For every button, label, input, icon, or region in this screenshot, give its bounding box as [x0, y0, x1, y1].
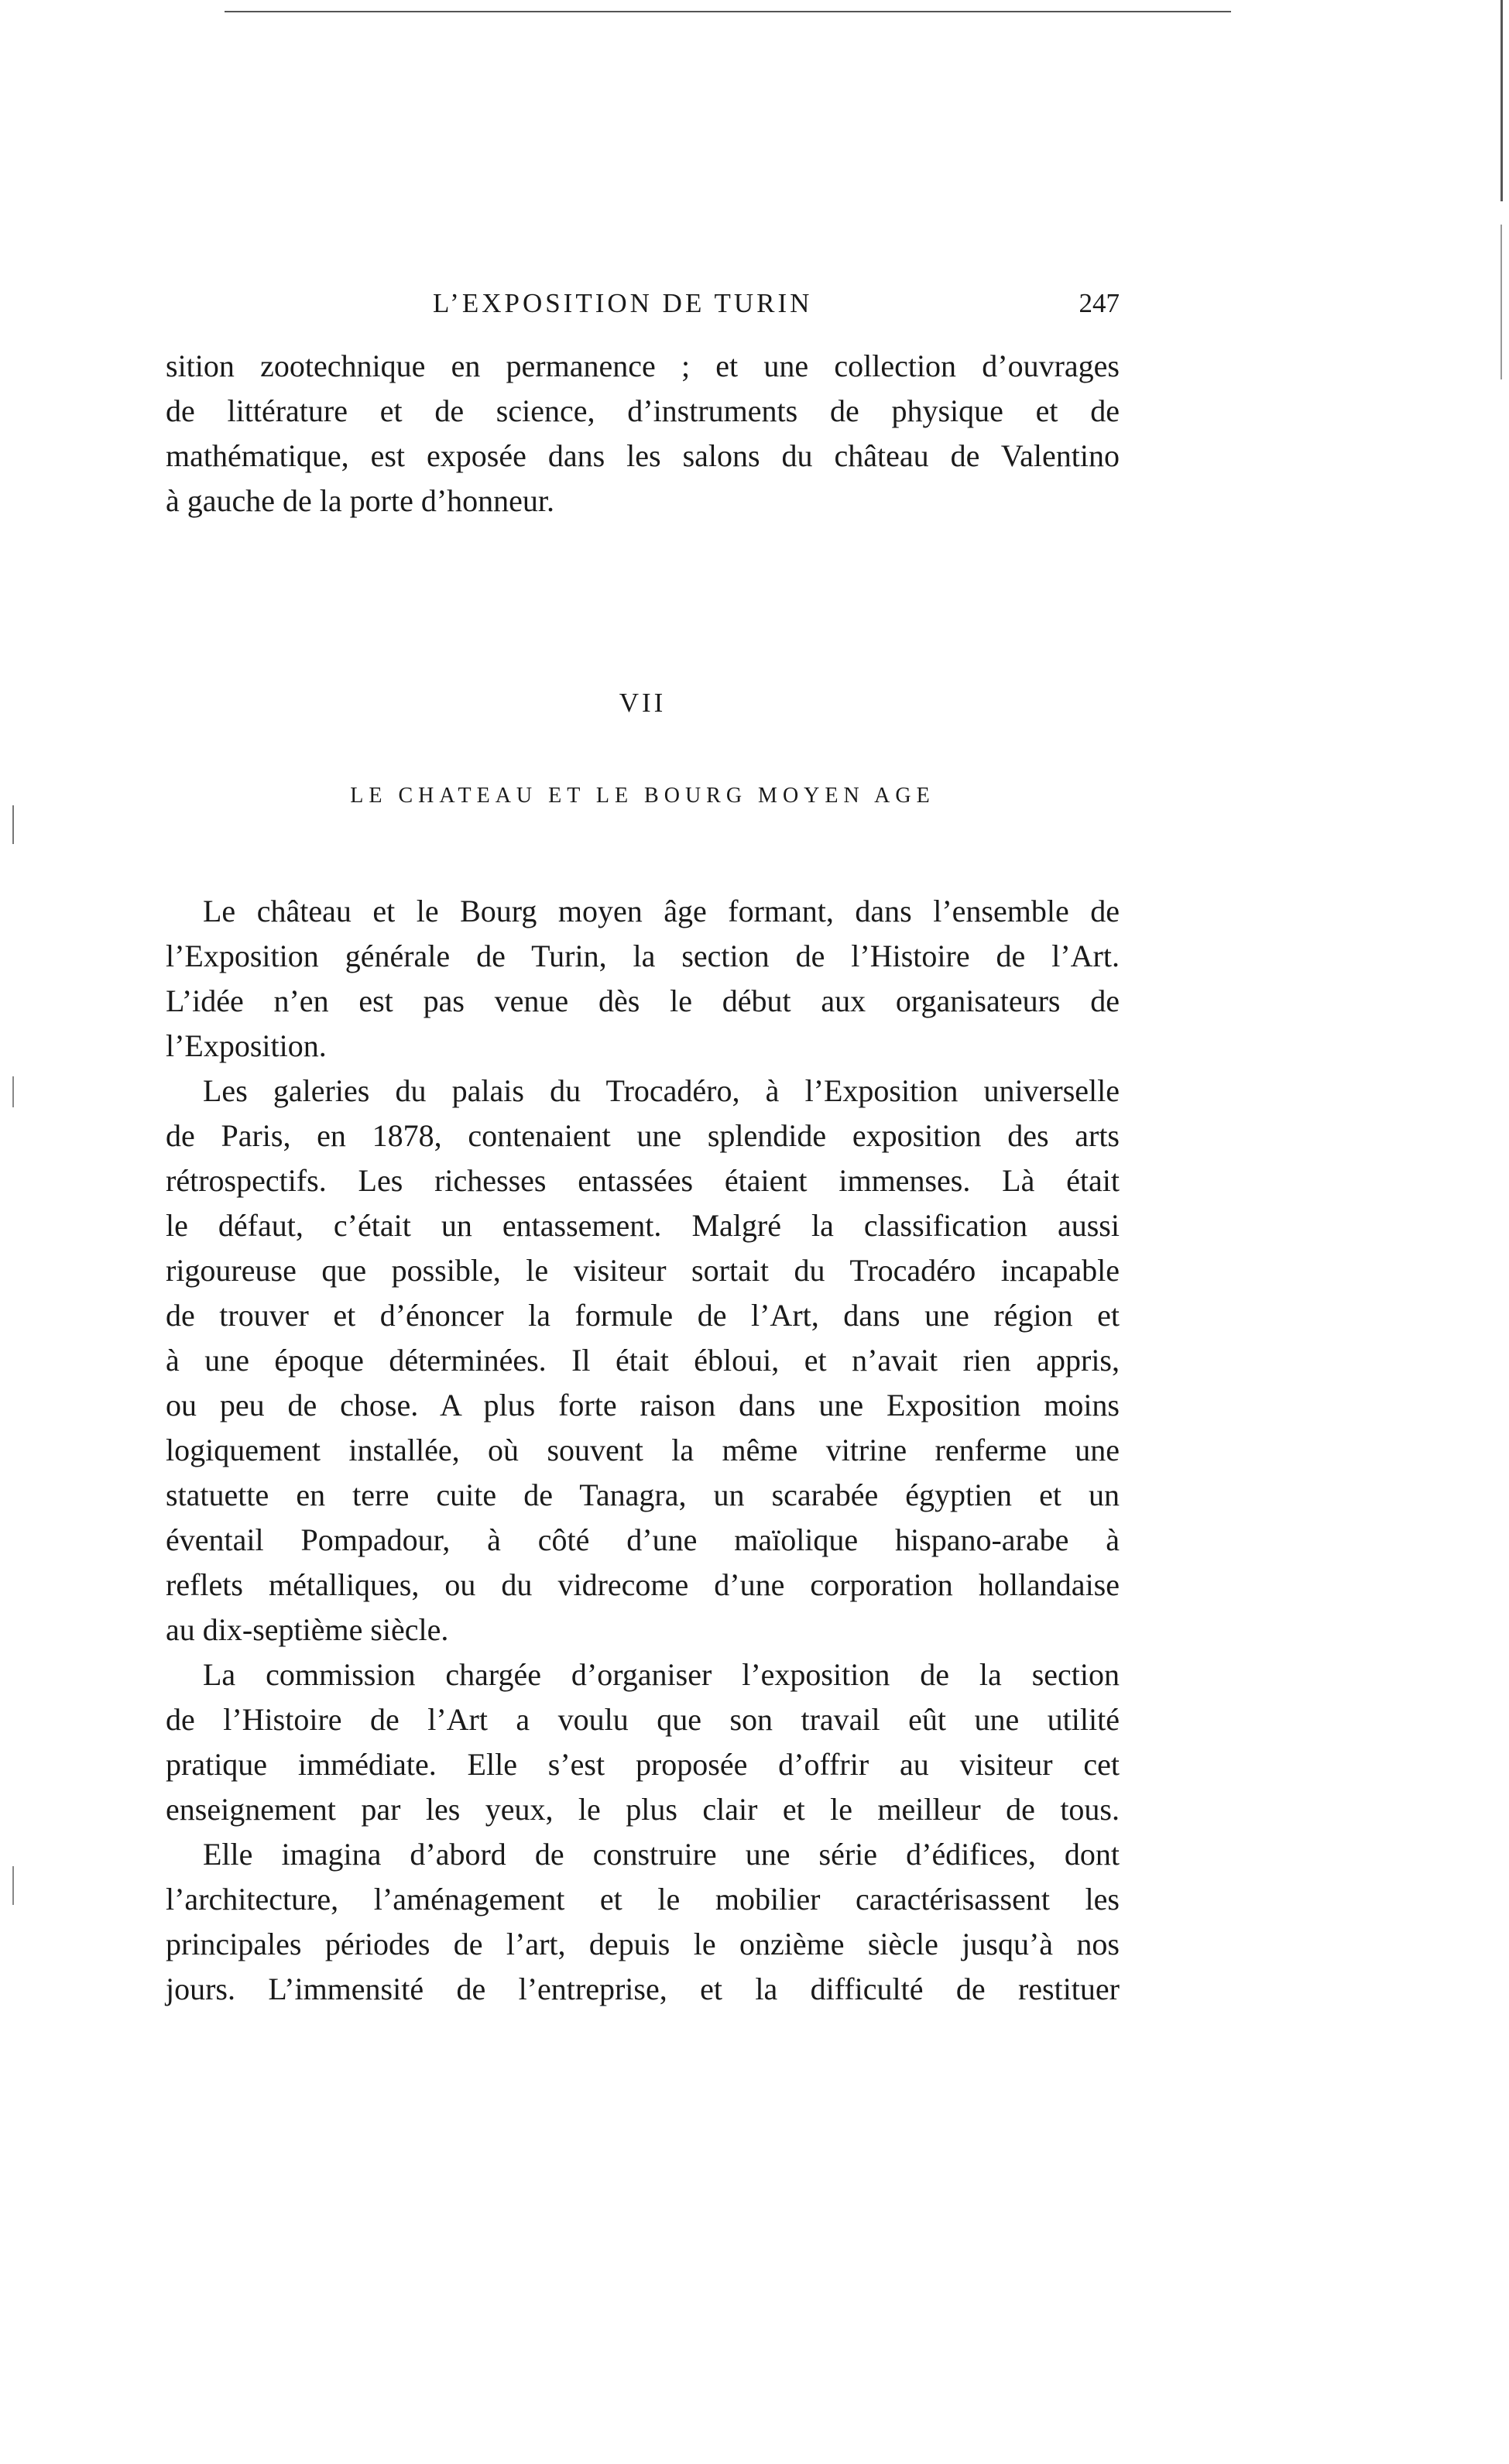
text-line: Les galeries du palais du Trocadéro, à l’Exposition universelle [203, 1073, 1120, 1108]
text-line: enseignement par les yeux, le plus clair et le meilleur de tous. [166, 1792, 1120, 1827]
text-line: Elle imagina d’abord de construire une série d’édifices, dont [203, 1837, 1120, 1872]
text-line: L’idée n’en est pas venue dès le début aux organisateurs de [166, 983, 1120, 1018]
text-line: de l’Histoire de l’Art a voulu que son travail eût une utilité [166, 1702, 1120, 1737]
text-line: sition zootechnique en permanence ; et une collection d’ouvrages [166, 348, 1120, 383]
text-line: Le château et le Bourg moyen âge formant, dans l’ensemble de [203, 894, 1120, 928]
body-text [166, 889, 1120, 2012]
scan-edge-mark-left-1 [12, 805, 14, 844]
text-line: éventail Pompadour, à côté d’une maïolique hispano-arabe à [166, 1522, 1120, 1557]
text-line: de littérature et de science, d’instruments de physique et de [166, 393, 1120, 428]
opening-paragraph [166, 344, 1120, 523]
text-line: rigoureuse que possible, le visiteur sortait du Trocadéro incapable [166, 1253, 1120, 1288]
text-line: de Paris, en 1878, contenaient une splendide exposition des arts [166, 1118, 1120, 1153]
text-line: La commission chargée d’organiser l’exposition de la section [203, 1657, 1120, 1692]
chapter-numeral: VII [619, 688, 667, 718]
text-line: statuette en terre cuite de Tanagra, un scarabée égyptien et un [166, 1477, 1120, 1512]
text-line: au dix-septième siècle. [166, 1612, 449, 1647]
text-line: rétrospectifs. Les richesses entassées étaient immenses. Là était [166, 1163, 1120, 1198]
paragraph-2 [166, 1069, 1120, 1652]
scan-edge-mark-left-2 [12, 1076, 14, 1107]
text-line: mathématique, est exposée dans les salons du château de Valentino [166, 438, 1120, 473]
text-line: logiquement installée, où souvent la même vitrine renferme une [166, 1433, 1120, 1467]
text-line: principales périodes de l’art, depuis le onzième siècle jusqu’à nos [166, 1927, 1120, 1961]
text-line: l’Exposition générale de Turin, la section de l’Histoire de l’Art. [166, 939, 1120, 973]
text-line: ou peu de chose. A plus forte raison dans une Exposition moins [166, 1388, 1120, 1422]
scan-edge-line-top [225, 11, 1231, 12]
chapter-title: LE CHATEAU ET LE BOURG MOYEN AGE [350, 784, 935, 808]
page-number: 247 [1079, 288, 1120, 318]
text-line: pratique immédiate. Elle s’est proposée d’offrir au visiteur cet [166, 1747, 1120, 1782]
scan-edge-mark-right [1500, 225, 1502, 379]
text-line: à une époque déterminées. Il était ébloui, et n’avait rien appris, [166, 1343, 1120, 1378]
text-line: de trouver et d’énoncer la formule de l’Art, dans une région et [166, 1298, 1120, 1333]
text-line: l’architecture, l’aménagement et le mobilier caractérisassent les [166, 1882, 1120, 1917]
paragraph-1 [166, 889, 1120, 1069]
scan-edge-mark-left-3 [12, 1866, 14, 1905]
running-head [166, 288, 1120, 335]
text-line: reflets métalliques, ou du vidrecome d’une corporation hollandaise [166, 1567, 1120, 1602]
text-line: le défaut, c’était un entassement. Malgré la classification aussi [166, 1208, 1120, 1243]
text-line: à gauche de la porte d’honneur. [166, 483, 555, 518]
text-line: jours. L’immensité de l’entreprise, et la difficulté de restituer [166, 1972, 1120, 2006]
paragraph-4 [166, 1832, 1120, 2012]
paragraph-3 [166, 1652, 1120, 1832]
running-title: L’EXPOSITION DE TURIN [433, 288, 813, 318]
scan-edge-line-right [1500, 0, 1503, 201]
text-line: l’Exposition. [166, 1028, 327, 1063]
